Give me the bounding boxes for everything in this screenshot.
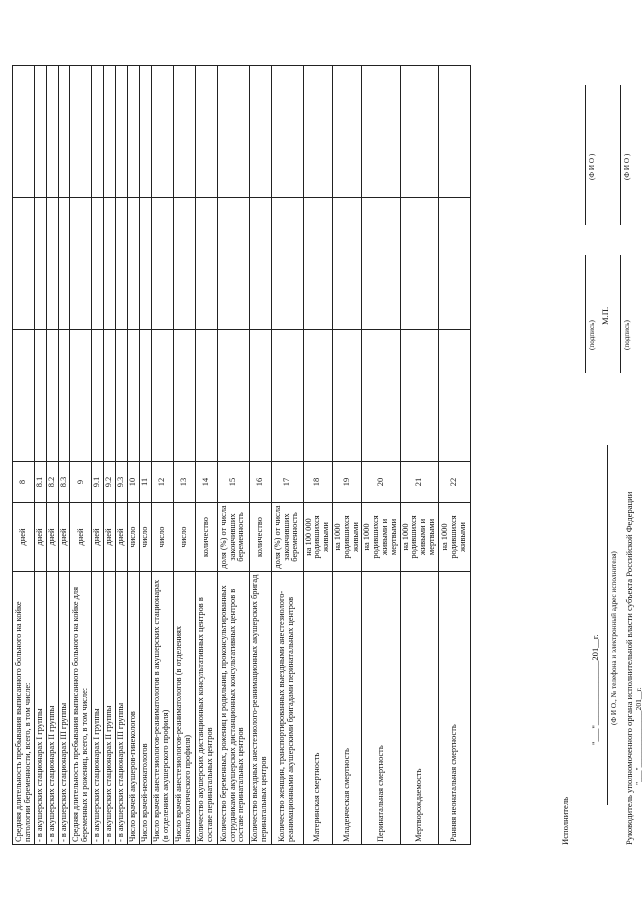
unit-cell: количество — [249, 503, 271, 572]
value-cell — [249, 198, 271, 330]
value-cell — [127, 198, 139, 330]
report-table-body — [13, 66, 471, 845]
value-cell — [195, 66, 217, 198]
unit-cell: дней — [46, 503, 58, 572]
indicator-name-cell: Количество женщин, транспортированных выездными анестезиолого-реанимационными акушерскими бригадами перинатальных центров — [271, 572, 303, 845]
value-cell — [173, 66, 195, 198]
executor-label: Исполнитель — [560, 796, 570, 845]
row-code-cell: 17 — [271, 462, 303, 503]
unit-cell: доля (%) от числа закончивших беременность — [271, 503, 303, 572]
value-cell — [271, 66, 303, 198]
value-cell — [127, 66, 139, 198]
table-row — [332, 66, 361, 845]
report-table — [12, 65, 471, 845]
value-cell — [249, 330, 271, 462]
head-fio-line — [620, 85, 621, 225]
indicator-name-cell: Материнская смертность — [303, 572, 332, 845]
unit-cell: количество — [195, 503, 217, 572]
value-cell — [46, 330, 58, 462]
row-code-cell: 9.1 — [92, 462, 104, 503]
indicator-name-cell: Средняя длительность пребывания выписанного больного на койке для беременных и рожениц, всего, в том числе: — [70, 572, 92, 845]
value-cell — [303, 198, 332, 330]
value-cell — [173, 198, 195, 330]
head-sign-line — [620, 255, 621, 373]
row-code-cell: 21 — [400, 462, 438, 503]
value-cell — [195, 198, 217, 330]
unit-cell: число — [173, 503, 195, 572]
table-row — [104, 66, 116, 845]
row-code-cell: 9.2 — [104, 462, 116, 503]
value-cell — [271, 198, 303, 330]
row-code-cell: 16 — [249, 462, 271, 503]
value-cell — [104, 330, 116, 462]
value-cell — [332, 198, 361, 330]
table-row — [400, 66, 438, 845]
row-code-cell: 10 — [127, 462, 139, 503]
row-code-cell: 19 — [332, 462, 361, 503]
table-row — [70, 66, 92, 845]
value-cell — [116, 66, 128, 198]
indicator-name-cell: Младенческая смертность — [332, 572, 361, 845]
value-cell — [332, 66, 361, 198]
value-cell — [116, 330, 128, 462]
indicator-name-cell: Количество беременных, рожениц и родильниц, проконсультированных сотрудниками акушерских дистанционных консультативных центров в составе перинатальных центров — [217, 572, 249, 845]
unit-cell: дней — [58, 503, 70, 572]
unit-cell: число — [139, 503, 151, 572]
indicator-name-cell: Число врачей анестезиологов-реаниматологов в акушерских стационарах (в отделениях акушерского профиля) — [151, 572, 173, 845]
value-cell — [271, 330, 303, 462]
table-row — [173, 66, 195, 845]
row-code-cell: 8.2 — [46, 462, 58, 503]
value-cell — [400, 66, 438, 198]
table-row — [35, 66, 47, 845]
value-cell — [127, 330, 139, 462]
row-code-cell: 13 — [173, 462, 195, 503]
value-cell — [35, 330, 47, 462]
value-cell — [104, 66, 116, 198]
unit-cell: дней — [13, 503, 35, 572]
table-row — [438, 66, 470, 845]
value-cell — [58, 330, 70, 462]
indicator-name-cell: Перинатальная смертность — [362, 572, 400, 845]
row-code-cell: 22 — [438, 462, 470, 503]
value-cell — [400, 330, 438, 462]
unit-cell: доля (%) от числа закончивших беременность — [217, 503, 249, 572]
indicator-name-cell: Средняя длительность пребывания выписанного больного на койке патологии беременности, всего, в том числе: — [13, 572, 35, 845]
value-cell — [13, 330, 35, 462]
indicator-name-cell: - в акушерских стационарах I группы — [92, 572, 104, 845]
row-code-cell: 12 — [151, 462, 173, 503]
row-code-cell: 15 — [217, 462, 249, 503]
indicator-name-cell: - в акушерских стационарах III группы — [116, 572, 128, 845]
value-cell — [438, 66, 470, 198]
table-row — [139, 66, 151, 845]
value-cell — [116, 198, 128, 330]
sign-caption: (подпись) — [588, 320, 596, 350]
table-row — [58, 66, 70, 845]
head-fio-caption: (Ф И О ) — [623, 153, 631, 180]
indicator-name-cell: Число врачей анестезиологов-реаниматологов (в отделениях неонатологического профиля) — [173, 572, 195, 845]
sign-line — [585, 255, 586, 373]
indicator-name-cell: Число врачей-неонатологов — [139, 572, 151, 845]
value-cell — [139, 66, 151, 198]
table-row — [116, 66, 128, 845]
row-code-cell: 9.3 — [116, 462, 128, 503]
unit-cell: дней — [92, 503, 104, 572]
row-code-cell: 9 — [70, 462, 92, 503]
value-cell — [92, 66, 104, 198]
value-cell — [13, 66, 35, 198]
mp-label: М.П. — [600, 306, 610, 325]
value-cell — [139, 330, 151, 462]
executor-date: "___"_______________201__г. — [590, 634, 600, 745]
indicator-name-cell: Число врачей акушеров-гинекологов — [127, 572, 139, 845]
row-code-cell: 8.1 — [35, 462, 47, 503]
fio-line — [585, 85, 586, 225]
unit-cell: на 1000 родившихся живыми — [332, 503, 361, 572]
value-cell — [332, 330, 361, 462]
unit-cell: число — [127, 503, 139, 572]
value-cell — [362, 330, 400, 462]
value-cell — [58, 198, 70, 330]
indicator-name-cell: Ранняя неонатальная смертность — [438, 572, 470, 845]
table-row — [217, 66, 249, 845]
indicator-name-cell: Количество акушерских дистанционных консультативных центров в составе перинатальных центров — [195, 572, 217, 845]
unit-cell: дней — [104, 503, 116, 572]
value-cell — [217, 66, 249, 198]
table-row — [303, 66, 332, 845]
value-cell — [58, 66, 70, 198]
table-row — [195, 66, 217, 845]
table-row — [151, 66, 173, 845]
value-cell — [400, 198, 438, 330]
value-cell — [35, 66, 47, 198]
unit-cell: дней — [35, 503, 47, 572]
unit-cell: на 1000 родившихся живыми и мертвыми — [362, 503, 400, 572]
value-cell — [151, 198, 173, 330]
indicator-name-cell: Количество выездных анестезиолого-реанимационных акушерских бригад перинатальных центров — [249, 572, 271, 845]
table-row — [249, 66, 271, 845]
row-code-cell: 8 — [13, 462, 35, 503]
unit-cell: на 100 000 родившихся живыми — [303, 503, 332, 572]
table-row — [127, 66, 139, 845]
row-code-cell: 20 — [362, 462, 400, 503]
value-cell — [70, 198, 92, 330]
indicator-name-cell: - в акушерских стационарах II группы — [46, 572, 58, 845]
value-cell — [70, 66, 92, 198]
table-row — [271, 66, 303, 845]
value-cell — [217, 198, 249, 330]
table-row — [92, 66, 104, 845]
unit-cell: дней — [70, 503, 92, 572]
row-code-cell: 14 — [195, 462, 217, 503]
value-cell — [35, 198, 47, 330]
value-cell — [104, 198, 116, 330]
value-cell — [303, 330, 332, 462]
value-cell — [92, 198, 104, 330]
value-cell — [70, 330, 92, 462]
table-row — [13, 66, 35, 845]
row-code-cell: 11 — [139, 462, 151, 503]
row-code-cell: 18 — [303, 462, 332, 503]
unit-cell: число — [151, 503, 173, 572]
unit-cell: на 1000 родившихся живыми — [438, 503, 470, 572]
indicator-name-cell: - в акушерских стационарах II группы — [104, 572, 116, 845]
indicator-name-cell: - в акушерских стационарах III группы — [58, 572, 70, 845]
value-cell — [13, 198, 35, 330]
table-row — [362, 66, 400, 845]
value-cell — [92, 330, 104, 462]
value-cell — [438, 198, 470, 330]
value-cell — [362, 198, 400, 330]
row-code-cell: 8.3 — [58, 462, 70, 503]
value-cell — [151, 66, 173, 198]
value-cell — [362, 66, 400, 198]
head-label: Руководитель уполномоченного органа исполнительной власти субъекта Российской Федерации — [624, 491, 634, 845]
value-cell — [217, 330, 249, 462]
value-cell — [139, 198, 151, 330]
value-cell — [46, 66, 58, 198]
unit-cell: на 1000 родившихся живыми и мертвыми — [400, 503, 438, 572]
contacts-line — [607, 445, 608, 805]
head-sign-caption: (подпись) — [623, 320, 631, 350]
value-cell — [438, 330, 470, 462]
executor-contacts-caption: (Ф И О., № телефона и электронный адрес исполнителя) — [610, 551, 618, 725]
head-date: "___"_______________201__г. — [634, 687, 643, 785]
indicator-name-cell: - в акушерских стационарах I группы — [35, 572, 47, 845]
value-cell — [303, 66, 332, 198]
fio-caption: (Ф И О ) — [588, 153, 596, 180]
value-cell — [46, 198, 58, 330]
table-row — [46, 66, 58, 845]
value-cell — [249, 66, 271, 198]
value-cell — [151, 330, 173, 462]
value-cell — [173, 330, 195, 462]
unit-cell: дней — [116, 503, 128, 572]
value-cell — [195, 330, 217, 462]
indicator-name-cell: Мертворождаемость — [400, 572, 438, 845]
